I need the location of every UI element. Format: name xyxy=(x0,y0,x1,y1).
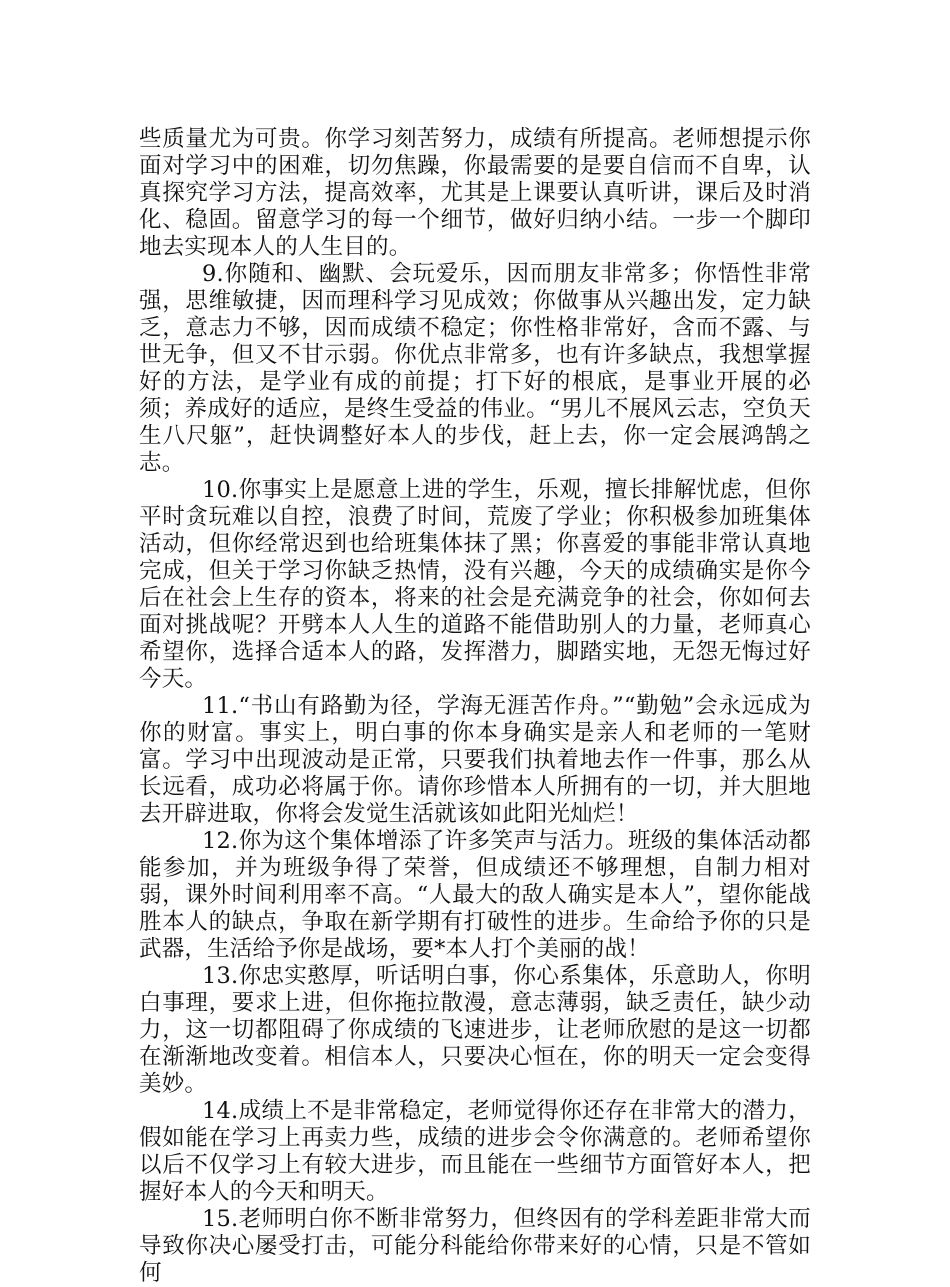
paragraph-comment-9: 9.你随和、幽默、会玩爱乐，因而朋友非常多；你悟性非常强，思维敏捷，因而理科学习见成效；你做事从兴趣出发，定力缺乏，意志力不够，因而成绩不稳定；你性格非常好，含而不露、与世无争，但又不甘示弱。你优点非常多，也有许多缺点，我想掌握好的方法，是学业有成的前提；打下好的根底，是事业开展的必须；养成好的适应，是终生受益的伟业。“男儿不展风云志，空负天生八尺躯”，赶快调整好本人的步伐，赶上去，你一定会展鸿鹄之志。 xyxy=(139,261,811,476)
paragraph-comment-15: 15.老师明白你不断非常努力，但终因有的学科差距非常大而导致你决心屡受打击，可能分科能给你带来好的心情，只是不管如何 xyxy=(139,1206,811,1286)
document-page xyxy=(139,126,811,1287)
paragraph-comment-11: 11.“书山有路勤为径，学海无涯苦作舟。”“勤勉”会永远成为你的财富。事实上，明白事的你本身确实是亲人和老师的一笔财富。学习中出现波动是正常，只要我们执着地去作一件事，那么从长远看，成功必将属于你。请你珍惜本人所拥有的一切，并大胆地去开辟进取，你将会发觉生活就该如此阳光灿烂！ xyxy=(139,693,811,827)
paragraph-comment-12: 12.你为这个集体增添了许多笑声与活力。班级的集体活动都能参加，并为班级争得了荣誉，但成绩还不够理想，自制力相对弱，课外时间利用率不高。“人最大的敌人确实是本人”，望你能战胜本人的缺点，争取在新学期有打破性的进步。生命给予你的只是武器，生活给予你是战场，要*本人打个美丽的战！ xyxy=(139,828,811,962)
paragraph-comment-14: 14.成绩上不是非常稳定，老师觉得你还存在非常大的潜力，假如能在学习上再卖力些，成绩的进步会令你满意的。老师希望你以后不仅学习上有较大进步，而且能在一些细节方面管好本人，把握好本人的今天和明天。 xyxy=(139,1098,811,1205)
paragraph-comment-10: 10.你事实上是愿意上进的学生，乐观，擅长排解忧虑，但你平时贪玩难以自控，浪费了时间，荒废了学业；你积极参加班集体活动，但你经常迟到也给班集体抹了黑；你喜爱的事能非常认真地完成，但关于学习你缺乏热情，没有兴趣，今天的成绩确实是你今后在社会上生存的资本，将来的社会是充满竞争的社会，你如何去面对挑战呢？开劈本人人生的道路不能借助别人的力量，老师真心希望你，选择合适本人的路，发挥潜力，脚踏实地，无怨无悔过好今天。 xyxy=(139,477,811,692)
paragraph-comment-13: 13.你忠实憨厚，听话明白事，你心系集体，乐意助人，你明白事理，要求上进，但你拖拉散漫，意志薄弱，缺乏责任，缺少动力，这一切都阻碍了你成绩的飞速进步，让老师欣慰的是这一切都在渐渐地改变着。相信本人，只要决心恒在，你的明天一定会变得美妙。 xyxy=(139,963,811,1097)
paragraph-continuation: 些质量尤为可贵。你学习刻苦努力，成绩有所提高。老师想提示你面对学习中的困难，切勿焦躁，你最需要的是要自信而不自卑，认真探究学习方法，提高效率，尤其是上课要认真听讲，课后及时消化、稳固。留意学习的每一个细节，做好归纳小结。一步一个脚印地去实现本人的人生目的。 xyxy=(139,126,811,260)
